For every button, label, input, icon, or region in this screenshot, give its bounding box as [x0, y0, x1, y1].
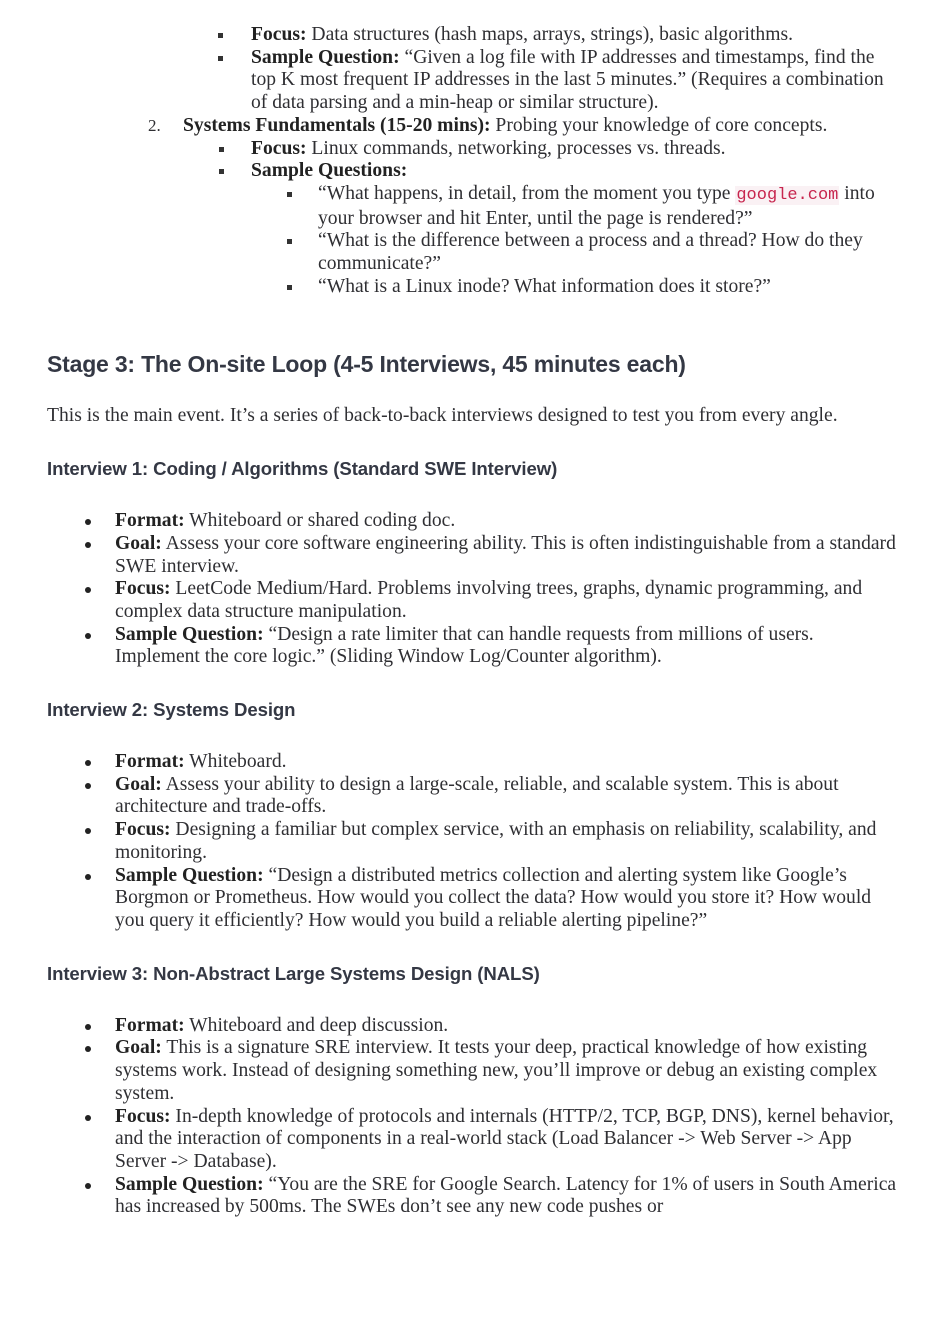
stage3-intro: This is the main event. It’s a series of back-to-back interviews designed to test you from every angle.	[47, 405, 838, 427]
square-bullet-icon	[287, 285, 292, 290]
question-item	[318, 183, 899, 230]
interview-heading: Interview 1: Coding / Algorithms (Standard SWE Interview)	[47, 458, 558, 480]
item-text: Data structures (hash maps, arrays, strings), basic algorithms.	[306, 24, 793, 45]
sub-list-item1	[47, 24, 899, 115]
list-item	[115, 533, 899, 578]
item-label: Format:	[115, 1014, 185, 1036]
item-text: “Given a log file with IP addresses and timestamps, find the top K most frequent IP addresses in the last 5 minutes.” (Requires a combination of data parsing and a min-heap or similar structure).	[251, 46, 884, 114]
item-text: “Design a distributed metrics collection and alerting system like Google’s Borgmon or Prometheus. How would you collect the data? How would you store it? How would you query it efficiently? How would you build a reliable alerting pipeline?”	[115, 864, 872, 931]
item-text: “Design a rate limiter that can handle requests from millions of users. Implement the core logic.” (Sliding Window Log/Counter algorithm).	[115, 623, 814, 668]
item-label: Systems Fundamentals (15-20 mins):	[183, 114, 491, 136]
bullet-icon	[85, 783, 91, 789]
item-label: Format:	[115, 510, 185, 532]
square-bullet-icon	[219, 147, 224, 152]
interview-3	[47, 961, 899, 1219]
item-label: Sample Question:	[251, 46, 400, 68]
interview-1	[47, 456, 899, 669]
item-label: Focus:	[251, 24, 307, 45]
list-item	[251, 24, 899, 47]
item-label: Sample Question:	[115, 1173, 264, 1195]
list-item	[251, 138, 899, 161]
square-bullet-icon	[287, 192, 292, 197]
question-item	[318, 230, 899, 275]
item-label: Sample Question:	[115, 864, 264, 886]
list-item	[115, 865, 899, 933]
list-item	[115, 510, 899, 533]
list-item	[115, 774, 899, 819]
numbered-list	[47, 115, 899, 299]
interview-2	[47, 697, 899, 933]
item-text: Probing your knowledge of core concepts.	[490, 114, 828, 136]
bullet-icon	[85, 874, 91, 880]
list-item	[115, 1106, 899, 1174]
interview-heading: Interview 3: Non-Abstract Large Systems Design (NALS)	[47, 962, 540, 984]
item-label: Focus:	[115, 819, 171, 841]
list-number: 2.	[148, 115, 161, 135]
bullet-list	[47, 510, 899, 669]
item-label: Goal:	[115, 1037, 162, 1059]
item-text: Linux commands, networking, processes vs. threads.	[306, 137, 726, 159]
bullet-icon	[85, 828, 91, 834]
item-text: Assess your ability to design a large-scale, reliable, and scalable system. This is about architecture and trade-offs.	[115, 773, 839, 818]
sub-list	[183, 138, 899, 299]
list-item	[251, 47, 899, 115]
item-text: Whiteboard.	[184, 751, 287, 773]
item-label: Goal:	[115, 773, 162, 795]
list-item-2	[148, 114, 899, 299]
question-text: “What is the difference between a process and a thread? How do they communicate?”	[318, 230, 863, 275]
list-item	[115, 1015, 899, 1038]
interview-heading: Interview 2: Systems Design	[47, 699, 296, 721]
item-text: Whiteboard and deep discussion.	[184, 1014, 449, 1036]
question-text: “What happens, in detail, from the moment you type	[318, 182, 736, 204]
square-bullet-icon	[218, 33, 223, 38]
item-text: This is a signature SRE interview. It tests your deep, practical knowledge of how existing systems work. Instead of designing something new, you’ll improve or debug an existing complex system.	[115, 1037, 878, 1104]
bullet-icon	[85, 1115, 91, 1121]
item-label: Sample Questions:	[251, 160, 408, 182]
bullet-icon	[85, 1046, 91, 1052]
list-item	[115, 1174, 899, 1219]
bullet-icon	[85, 519, 91, 525]
document	[47, 24, 899, 1219]
item-text: Whiteboard or shared coding doc.	[184, 510, 456, 532]
item-label: Focus:	[115, 578, 171, 600]
item-label: Sample Question:	[115, 623, 264, 645]
list-item	[115, 751, 899, 774]
bullet-icon	[85, 1024, 91, 1030]
question-list	[251, 183, 899, 299]
bullet-icon	[85, 542, 91, 548]
list-item	[251, 160, 899, 298]
item-label: Focus:	[115, 1105, 171, 1127]
item-text: Assess your core software engineering ability. This is often indistinguishable from a standard SWE interview.	[115, 532, 896, 577]
item-label: Format:	[115, 751, 185, 773]
bullet-icon	[85, 633, 91, 639]
item-text: Designing a familiar but complex service, with an emphasis on reliability, scalability, and monitoring.	[115, 819, 877, 863]
item-label: Goal:	[115, 532, 162, 554]
list-item	[115, 1037, 899, 1105]
item-label: Focus:	[251, 137, 307, 159]
question-text: “What is a Linux inode? What information does it store?”	[318, 275, 771, 297]
stage3-heading: Stage 3: The On-site Loop (4-5 Interviews, 45 minutes each)	[47, 351, 686, 378]
list-item	[115, 819, 899, 864]
bullet-list	[47, 1015, 899, 1219]
item-text: LeetCode Medium/Hard. Problems involving trees, graphs, dynamic programming, and complex data structure manipulation.	[115, 578, 863, 622]
question-text: into your browser and hit Enter, until the page is rendered?”	[318, 182, 875, 229]
list-item	[115, 578, 899, 623]
bullet-icon	[85, 587, 91, 593]
inline-code: google.com	[736, 185, 839, 205]
bullet-list	[47, 751, 899, 933]
item-text: “You are the SRE for Google Search. Latency for 1% of users in South America has increased by 500ms. The SWEs don’t see any new code pushes or	[115, 1173, 897, 1218]
square-bullet-icon	[219, 169, 224, 174]
list-item	[115, 624, 899, 669]
item-text: In-depth knowledge of protocols and internals (HTTP/2, TCP, BGP, DNS), kernel behavior, and the interaction of components in a real-world stack (Load Balancer -> Web Server -> App Server -> Database).	[115, 1105, 894, 1172]
square-bullet-icon	[218, 56, 223, 61]
square-bullet-icon	[287, 239, 292, 244]
bullet-icon	[85, 1183, 91, 1189]
question-item	[318, 276, 899, 299]
bullet-icon	[85, 760, 91, 766]
